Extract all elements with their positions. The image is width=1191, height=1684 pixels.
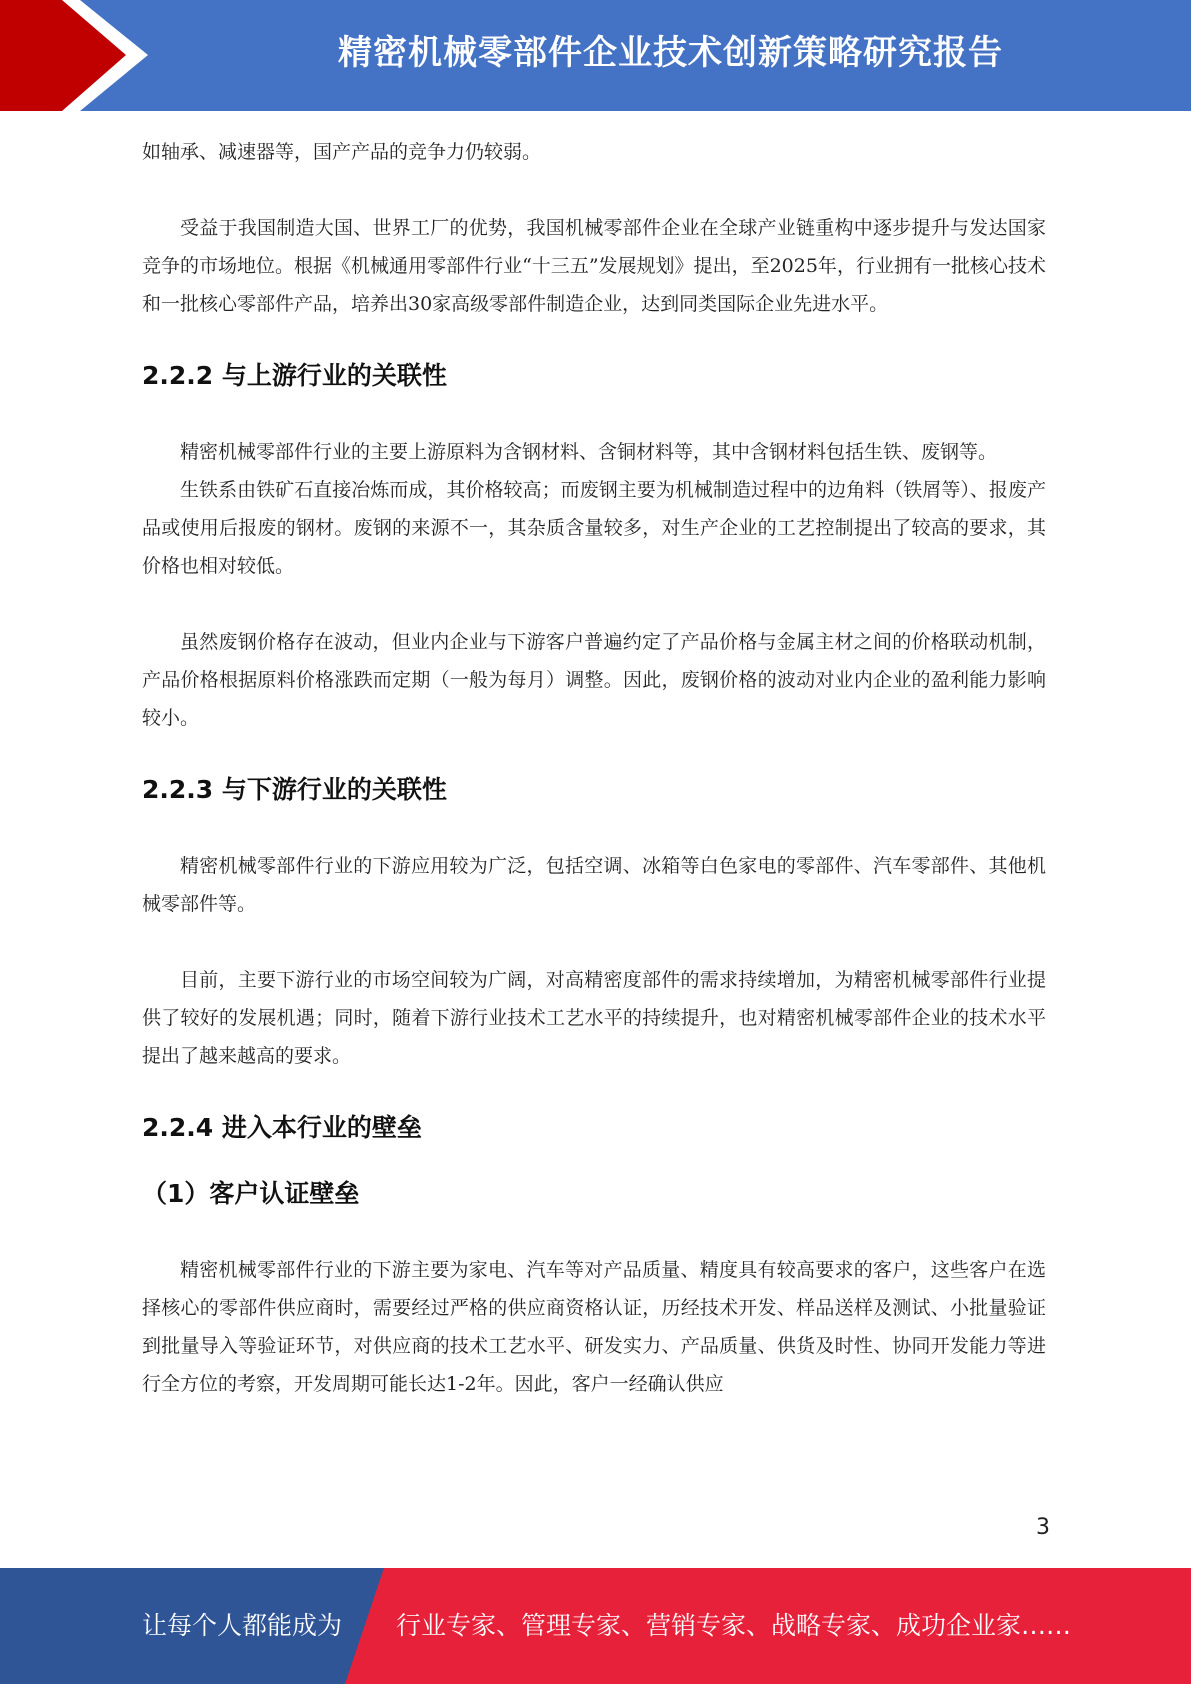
subsection-heading: （1）客户认证壁垒 bbox=[142, 1179, 360, 1208]
document-body bbox=[142, 133, 1046, 1403]
paragraph: 目前，主要下游行业的市场空间较为广阔，对高精密度部件的需求持续增加，为精密机械零部件行业提供了较好的发展机遇；同时，随着下游行业技术工艺水平的持续提升，也对精密机械零部件企业的技术水平提出了越来越高的要求。 bbox=[142, 969, 1046, 1067]
paragraph: 精密机械零部件行业的主要上游原料为含钢材料、含铜材料等，其中含钢材料包括生铁、废钢等。 bbox=[180, 441, 998, 463]
paragraph: 受益于我国制造大国、世界工厂的优势，我国机械零部件企业在全球产业链重构中逐步提升与发达国家竞争的市场地位。根据《机械通用零部件行业“十三五”发展规划》提出，至2025年，行业拥有一批核心技术和一批核心零部件产品，培养出30家高级零部件制造企业，达到同类国际企业先进水平。 bbox=[142, 217, 1046, 315]
page-number: 3 bbox=[1036, 1515, 1050, 1540]
section-heading: 2.2.2 与上游行业的关联性 bbox=[142, 361, 447, 390]
section-heading: 2.2.3 与下游行业的关联性 bbox=[142, 775, 447, 804]
paragraph: 生铁系由铁矿石直接冶炼而成，其价格较高；而废钢主要为机械制造过程中的边角料（铁屑等）、报废产品或使用后报废的钢材。废钢的来源不一，其杂质含量较多，对生产企业的工艺控制提出了较高的要求，其价格也相对较低。 bbox=[142, 479, 1046, 577]
page-footer bbox=[0, 1568, 1191, 1684]
paragraph: 如轴承、减速器等，国产产品的竞争力仍较弱。 bbox=[142, 141, 542, 163]
paragraph: 虽然废钢价格存在波动，但业内企业与下游客户普遍约定了产品价格与金属主材之间的价格联动机制，产品价格根据原料价格涨跌而定期（一般为每月）调整。因此，废钢价格的波动对业内企业的盈利能力影响较小。 bbox=[142, 631, 1046, 729]
footer-slogan-left: 让每个人都能成为 bbox=[142, 1611, 343, 1640]
section-heading: 2.2.4 进入本行业的壁垒 bbox=[142, 1113, 422, 1142]
page-header bbox=[0, 0, 1191, 111]
footer-slogan-right: 行业专家、管理专家、营销专家、战略专家、成功企业家…… bbox=[396, 1611, 1072, 1640]
document-title: 精密机械零部件企业技术创新策略研究报告 bbox=[338, 33, 1003, 73]
paragraph: 精密机械零部件行业的下游应用较为广泛，包括空调、冰箱等白色家电的零部件、汽车零部件、其他机械零部件等。 bbox=[142, 855, 1046, 915]
paragraph: 精密机械零部件行业的下游主要为家电、汽车等对产品质量、精度具有较高要求的客户，这些客户在选择核心的零部件供应商时，需要经过严格的供应商资格认证，历经技术开发、样品送样及测试、小批量验证到批量导入等验证环节，对供应商的技术工艺水平、研发实力、产品质量、供货及时性、协同开发能力等进行全方位的考察，开发周期可能长达1-2年。因此，客户一经确认供应 bbox=[142, 1259, 1046, 1395]
